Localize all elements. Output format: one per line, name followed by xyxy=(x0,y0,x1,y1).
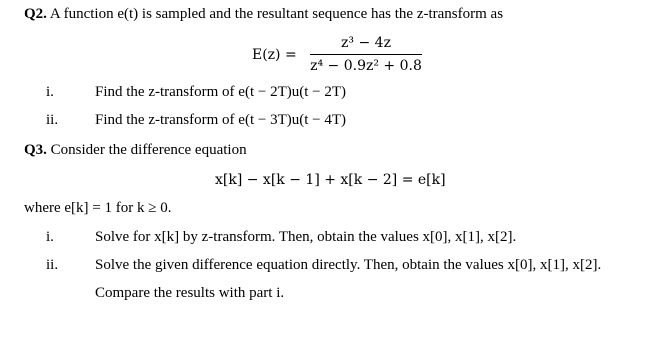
q2-ez-equation xyxy=(252,32,432,80)
q2-item-1-roman: i. xyxy=(46,84,54,100)
q3-item-1-text: Solve for x[k] by z-transform. Then, obtain the values x[0], x[1], x[2]. xyxy=(95,229,517,245)
q3-item-1-roman: i. xyxy=(46,229,54,245)
q2-ez-fraction xyxy=(310,34,422,75)
q2-item-2-roman: ii. xyxy=(46,112,59,128)
q2-number: Q2. xyxy=(24,6,47,22)
q2-ez-denominator: z⁴ − 0.9z² + 0.8 xyxy=(310,58,422,74)
q3-difference-equation: x[k] − x[k − 1] + x[k − 2] = e[k] xyxy=(215,172,446,188)
q3-heading xyxy=(24,141,247,159)
q2-heading xyxy=(24,5,503,23)
q3-item-2-text: Solve the given difference equation directly. Then, obtain the values x[0], x[1], x[2]. xyxy=(95,257,602,273)
q2-text: A function e(t) is sampled and the resultant sequence has the z-transform as xyxy=(46,6,504,22)
q3-text: Consider the difference equation xyxy=(46,142,247,158)
q3-compare-text: Compare the results with part i. xyxy=(95,285,285,301)
q3-where-condition: where e[k] = 1 for k ≥ 0. xyxy=(24,200,172,216)
q3-item-2-roman: ii. xyxy=(46,257,59,273)
q3-number: Q3. xyxy=(24,142,47,158)
fraction-bar xyxy=(310,54,422,55)
q2-item-2-text: Find the z-transform of e(t − 3T)u(t − 4T) xyxy=(95,112,347,128)
q2-ez-numerator: z³ − 4z xyxy=(341,35,391,51)
q2-ez-lhs: E(z) = xyxy=(252,47,297,63)
q2-item-1-text: Find the z-transform of e(t − 2T)u(t − 2T) xyxy=(95,84,347,100)
